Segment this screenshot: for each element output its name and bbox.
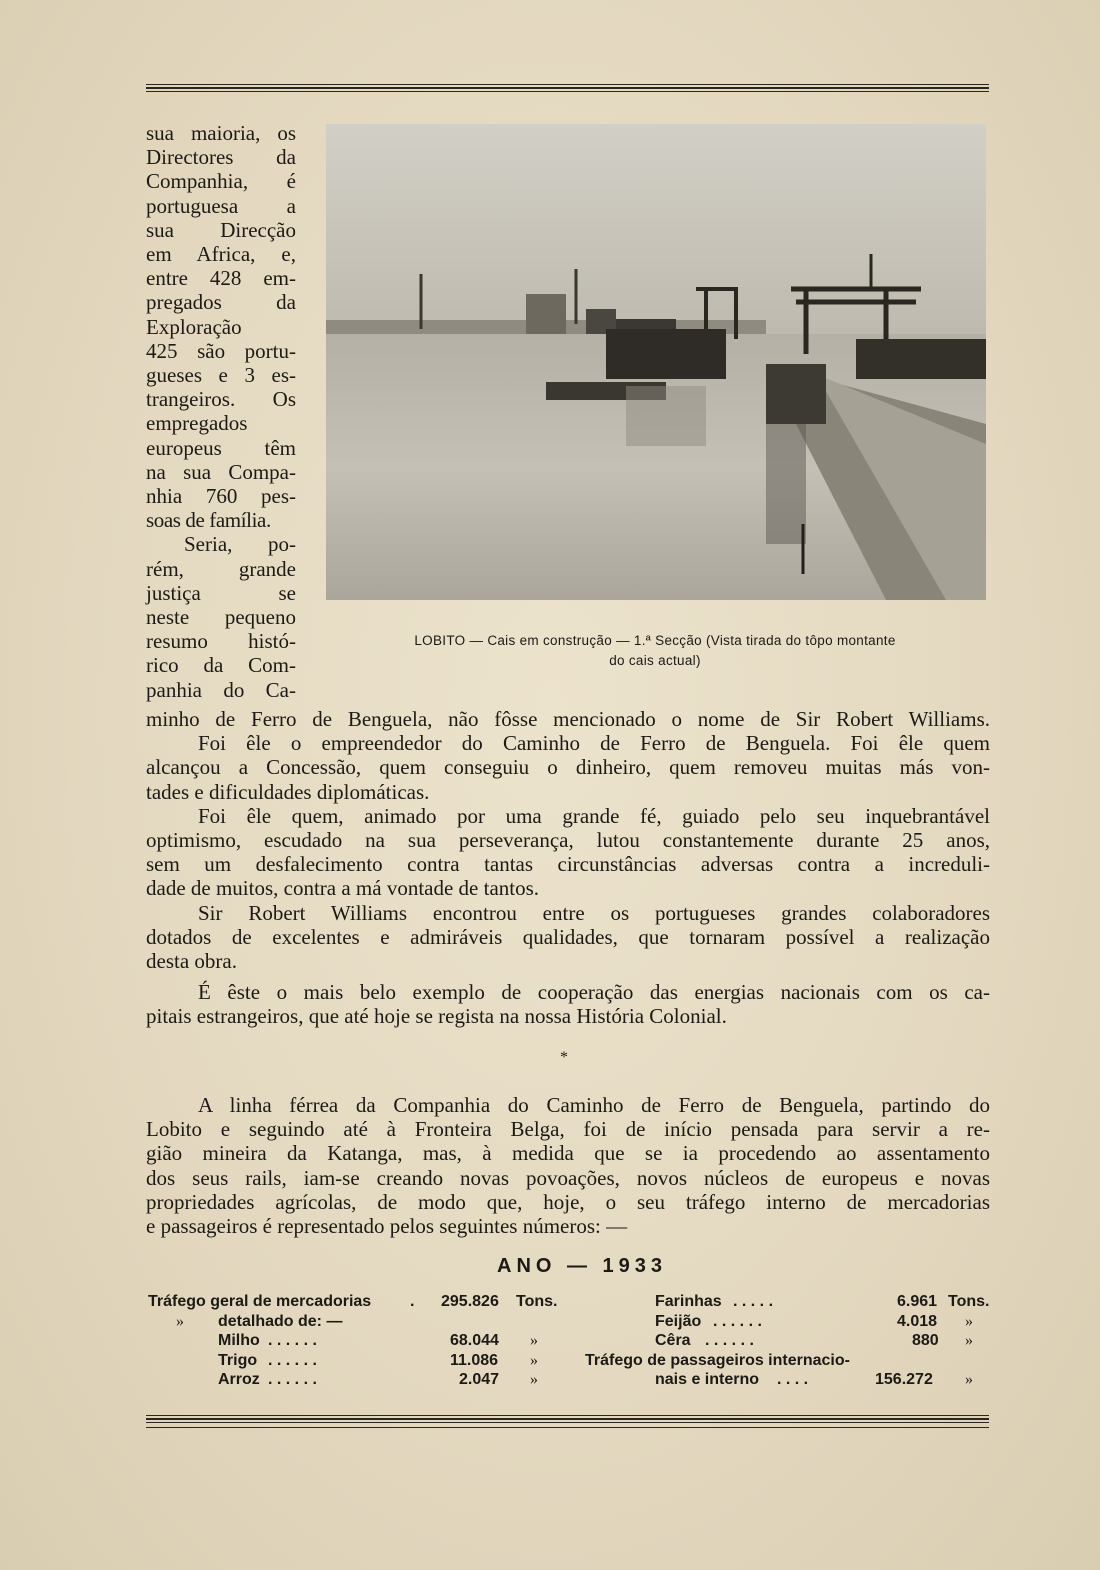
harbor-photo (326, 124, 986, 600)
row-unit: Tons. (948, 1293, 990, 1310)
narrow-line: neste pequeno (146, 605, 296, 630)
table-row (585, 1351, 995, 1371)
photo-caption (345, 631, 965, 671)
body-line: dotados de excelentes e admiráveis qualidades, que tornaram possível a realização (146, 924, 990, 949)
body-line: Sir Robert Williams encontrou entre os portugueses grandes colaboradores (198, 900, 990, 925)
narrow-line: rém, grande (146, 556, 296, 581)
narrow-line: em Africa, e, (146, 242, 296, 267)
general-dot: . (410, 1293, 415, 1310)
table-row (148, 1351, 568, 1371)
row-unit: » (965, 1332, 973, 1349)
body-line: sem um desfalecimento contra tantas circunstâncias adversas contra a increduli- (146, 852, 990, 877)
narrow-column (146, 121, 296, 702)
narrow-line: sua maioria, os (146, 121, 296, 145)
narrow-line: sua Direcção (146, 217, 296, 242)
row-unit: » (530, 1351, 538, 1369)
row-dots: . . . . . . (268, 1351, 317, 1369)
body-line: Lobito e seguindo até à Fronteira Belga, foi de início pensada para servir a re- (146, 1117, 990, 1142)
row-value: 68.044 (450, 1332, 499, 1349)
year-heading: ANO — 1933 (497, 1255, 668, 1277)
passenger-dots: . . . . (777, 1371, 809, 1388)
row-dots: . . . . . . (268, 1332, 317, 1349)
narrow-line: rico da Com- (146, 653, 296, 678)
narrow-line: empregados (146, 411, 248, 436)
row-label: Farinhas (655, 1293, 722, 1310)
passenger-label-2: nais e interno (655, 1371, 760, 1388)
body-line: Foi êle quem, animado por uma grande fé, guiado pelo seu inquebrantável (198, 803, 990, 828)
row-value: 2.047 (459, 1371, 500, 1388)
narrow-line: soas de família. (146, 508, 271, 533)
body-line: alcançou a Concessão, quem conseguiu o dinheiro, quem removeu muitas más von- (146, 755, 990, 780)
table-row (585, 1370, 995, 1390)
top-rule (146, 84, 989, 94)
passenger-unit: » (965, 1371, 973, 1388)
traffic-table-left (148, 1292, 568, 1390)
table-row (585, 1292, 995, 1312)
passenger-value: 156.272 (875, 1371, 933, 1388)
detail-mark: » (176, 1312, 184, 1330)
table-row (585, 1331, 995, 1351)
paragraph-block-2 (146, 1093, 990, 1238)
row-dots: . . . . . . (268, 1371, 317, 1388)
body-line: dos seus rails, iam-se creando novas povoações, novos núcleos de europeus e novas (146, 1165, 990, 1190)
bottom-rule (146, 1415, 989, 1430)
row-dots: . . . . . . (713, 1312, 762, 1330)
narrow-line: Seria, po- (184, 532, 296, 557)
narrow-line: 425 são portu- (146, 338, 296, 363)
general-value: 295.826 (441, 1293, 499, 1310)
row-value: 11.086 (450, 1351, 499, 1369)
body-line: minho de Ferro de Benguela, não fôsse mencionado o nome de Sir Robert Williams. (146, 707, 990, 731)
row-value: 6.961 (897, 1293, 938, 1310)
row-label: Arroz (218, 1371, 260, 1388)
row-label: Feijão (655, 1312, 702, 1330)
table-row (148, 1370, 568, 1390)
section-asterisk: * (560, 1049, 568, 1066)
body-line: e passageiros é representado pelos seguintes números: — (146, 1214, 628, 1239)
body-line: propriedades agrícolas, de modo que, hoje, o seu tráfego interno de mercadorias (146, 1189, 990, 1214)
row-label: Cêra (655, 1332, 691, 1349)
body-line: A linha férrea da Companhia do Caminho de Ferro de Benguela, partindo do (198, 1093, 990, 1117)
paragraph-block-1 (146, 707, 990, 1029)
body-line: É êste o mais belo exemplo de cooperação das energias nacionais com os ca- (198, 980, 990, 1005)
row-label: Milho (218, 1332, 260, 1349)
detail-label: detalhado de: — (218, 1312, 343, 1330)
harbor-photo-drawing (326, 124, 986, 600)
narrow-line: justiça se (146, 580, 296, 605)
caption-line-2: do cais actual) (609, 653, 701, 668)
traffic-table-right (585, 1292, 995, 1390)
row-dots: . . . . . . (705, 1332, 754, 1349)
narrow-line: pregados da (146, 290, 296, 315)
body-line: pitais estrangeiros, que até hoje se regista na nossa História Colonial. (146, 1004, 727, 1029)
table-row (148, 1292, 568, 1312)
narrow-line: Directores da (146, 145, 296, 170)
narrow-line: na sua Compa- (146, 459, 296, 484)
general-label: Tráfego geral de mercadorias (148, 1293, 372, 1310)
passenger-label-1: Tráfego de passageiros internacio- (585, 1351, 850, 1369)
narrow-line: resumo histó- (146, 629, 296, 654)
body-line: Foi êle o empreendedor do Caminho de Ferro de Benguela. Foi êle quem (198, 731, 990, 756)
body-line: gião mineira da Katanga, mas, à medida que se ia procedendo ao assentamento (146, 1141, 990, 1166)
narrow-line: Companhia, é (146, 169, 296, 194)
general-unit: Tons. (516, 1293, 558, 1310)
body-line: optimismo, escudado na sua perseverança, lutou constantemente durante 25 anos, (146, 828, 990, 853)
narrow-line: trangeiros. Os (146, 387, 296, 412)
body-line: dade de muitos, contra a má vontade de tantos. (146, 876, 540, 901)
table-row (585, 1312, 995, 1332)
body-line: tades e dificuldades diplomáticas. (146, 779, 430, 804)
narrow-line: europeus têm (146, 435, 296, 460)
row-unit: » (965, 1312, 973, 1330)
body-line: desta obra. (146, 949, 237, 974)
row-label: Trigo (218, 1351, 258, 1369)
row-unit: » (530, 1371, 538, 1388)
narrow-line: gueses e 3 es- (146, 363, 296, 388)
narrow-line: entre 428 em- (146, 266, 296, 291)
row-unit: » (530, 1332, 538, 1349)
caption-line-1: LOBITO — Cais em construção — 1.ª Secção (Vista tirada do tôpo montante (414, 633, 896, 648)
narrow-line: nhia 760 pes- (146, 484, 296, 509)
narrow-line: panhia do Ca- (146, 677, 296, 702)
row-value: 880 (912, 1332, 939, 1349)
row-value: 4.018 (897, 1312, 938, 1330)
table-row (148, 1331, 568, 1351)
narrow-line: portuguesa a (146, 193, 296, 218)
table-row (148, 1312, 568, 1332)
narrow-line: Exploração (146, 314, 242, 339)
row-dots: . . . . . (733, 1293, 774, 1310)
